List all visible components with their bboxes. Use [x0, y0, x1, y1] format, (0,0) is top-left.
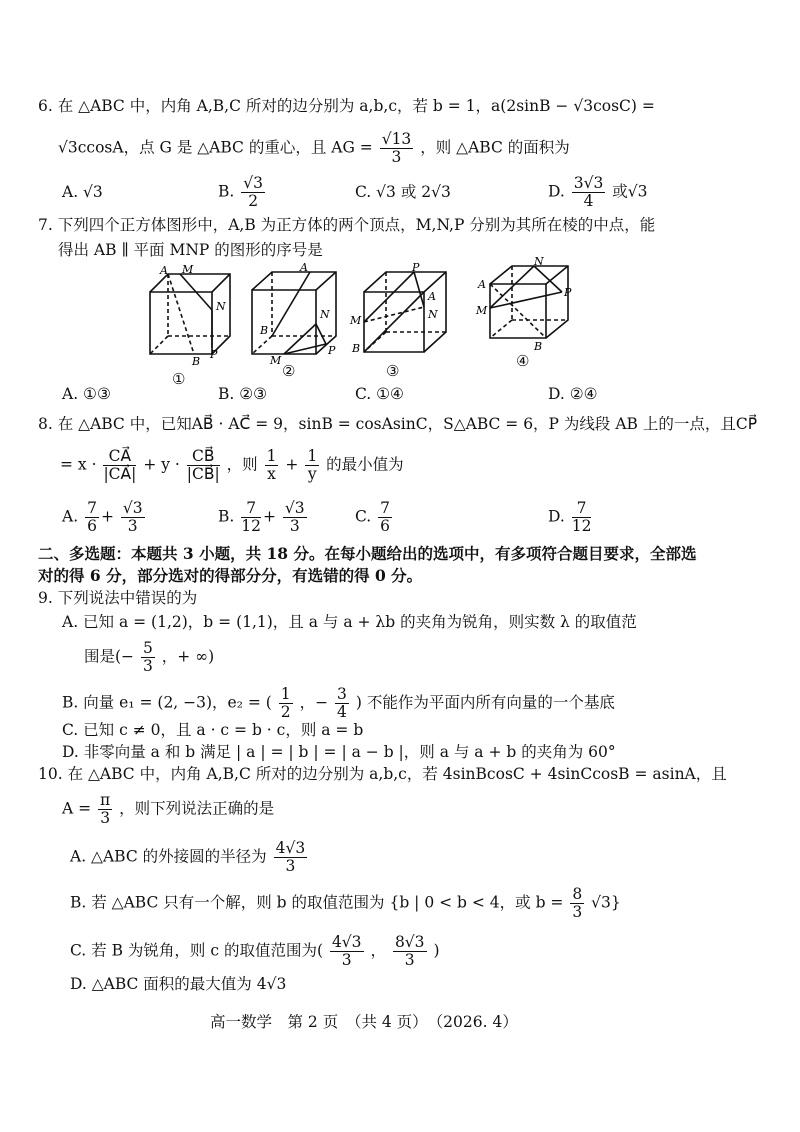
q10-option-c-post: )	[433, 941, 440, 960]
q8-option-c-d: 6	[380, 517, 391, 535]
q9-option-b-d1: 2	[280, 703, 291, 721]
q10-line2	[62, 792, 274, 827]
q9-option-b-n2: 3	[337, 685, 347, 703]
q6-option-d-den: 4	[583, 192, 594, 210]
fig3-label-m: M	[350, 314, 362, 327]
q10-option-c-d1: 3	[341, 951, 352, 969]
fig2-label-n: N	[320, 308, 330, 321]
q8-option-c	[355, 500, 394, 535]
q7-option-c: C. ①④	[355, 385, 404, 403]
q10-option-b	[70, 886, 621, 921]
q8-cb-num: CB⃗	[187, 448, 220, 466]
fig2-label-a: A	[300, 262, 308, 274]
q6-option-a: A. √3	[62, 183, 103, 201]
q9-stem: 9. 下列说法中错误的为	[38, 589, 198, 607]
q8-inv-x	[265, 448, 279, 483]
q7-option-a: A. ①③	[62, 385, 111, 403]
q8-option-b-d1: 12	[241, 517, 261, 535]
q8-tail: 的最小值为	[326, 455, 404, 474]
q8-line1: 8. 在 △ABC 中，已知AB⃗ · AC⃗ = 9，sinB = cosAsinC，S△ABC = 6，P 为线段 AB 上的一点，且CP⃗	[38, 415, 758, 433]
cube-figure-4	[472, 256, 582, 366]
q8-ca-fraction	[103, 448, 136, 483]
section2-line2: 对的得 6 分，部分选对的得部分分，有选错的得 0 分。	[38, 566, 423, 585]
q6-option-d-post: 或√3	[612, 182, 648, 201]
q10-option-c	[70, 934, 440, 969]
q8-option-a-frac1	[85, 500, 99, 535]
q6-option-d	[548, 175, 648, 210]
page-footer: 高一数学 第 2 页 （共 4 页） （2026. 4）	[210, 1013, 518, 1031]
q10-a-frac	[98, 792, 112, 827]
q6-ag-num: √13	[381, 130, 412, 148]
fig2-label-m: M	[270, 354, 282, 367]
fig3-label-n: N	[428, 308, 438, 321]
q9-option-b-post: ) 不能作为平面内所有向量的一个基底	[355, 693, 615, 712]
q8-option-b: B. $\frac{7}{12}$ + $\frac{√3}{3}$	[218, 499, 305, 535]
q8-cb-fraction	[187, 448, 220, 483]
q8-option-d-n: 7	[572, 500, 592, 518]
q9-option-b-frac2	[335, 686, 349, 721]
q10-option-c-mid: ，	[370, 941, 386, 960]
q10-option-d: D. △ABC 面积的最大值为 4√3	[70, 975, 287, 993]
q8-inv-x-num: 1	[266, 447, 277, 465]
q10-option-a-num: 4√3	[275, 839, 306, 857]
q8-line2	[60, 448, 404, 483]
q6-ag-den: 3	[391, 148, 402, 166]
q9-option-b-mid: ，−	[299, 693, 329, 712]
q9-option-c: C. 已知 c ≠ 0，且 a · c = b · c，则 a = b	[62, 721, 364, 739]
fig2-caption: ②	[282, 362, 296, 380]
q8-ca-num: CA⃗	[103, 448, 136, 466]
fig1-label-p: P	[210, 348, 218, 361]
q9-option-d: D. 非零向量 a 和 b 满足 | a | = | b | = | a − b |，则 a 与 a + b 的夹角为 60°	[62, 743, 616, 761]
q9-option-a-line1: A. 已知 a = (1,2)，b = (1,1)，且 a 与 a + λb 的夹角为锐角，则实数 λ 的取值范	[62, 613, 637, 631]
q10-line1: 10. 在 △ABC 中，内角 A,B,C 所对的边分别为 a,b,c，若 4sinBcosC + 4sinCcosB = asinA，且	[38, 765, 727, 783]
q9-option-b	[62, 686, 615, 721]
q7-line2: 得出 AB ∥ 平面 MNP 的图形的序号是	[58, 241, 323, 259]
fig1-label-n: N	[216, 300, 226, 313]
q10-option-c-frac1	[330, 934, 364, 969]
q7-option-d: D. ②④	[548, 385, 598, 403]
q6-option-d-fraction	[572, 175, 606, 210]
fig2-label-b: B	[260, 324, 269, 337]
q6-option-b-den: 2	[248, 192, 259, 210]
q8-inv-y	[305, 448, 319, 483]
q8-eq: = x ·	[60, 455, 97, 474]
q8-cb-den: |CB⃗|	[186, 465, 220, 483]
q7-line1: 7. 下列四个正方体图形中，A,B 为正方体的两个顶点，M,N,P 分别为其所在棱的中点，能	[38, 216, 656, 234]
q9-option-a-frac	[141, 640, 155, 675]
q7-option-b: B. ②③	[218, 385, 268, 403]
fig3-label-b: B	[352, 342, 361, 355]
q8-option-d-frac	[572, 500, 592, 535]
q8-option-b-n1: 7	[241, 500, 261, 518]
q9-option-a-den: 3	[142, 657, 153, 675]
q8-option-b-d2: 3	[289, 517, 300, 535]
q6-option-b	[218, 175, 267, 210]
q6-option-b-fraction	[241, 175, 265, 210]
q9-option-b-pre: B. 向量 e₁ = (2, −3)，e₂ = (	[62, 693, 272, 712]
q9-option-a-post: ，+ ∞)	[161, 647, 215, 666]
q9-option-a-line2	[84, 640, 214, 675]
q8-inv-y-num: 1	[307, 447, 318, 465]
q8-option-a-frac2	[121, 500, 145, 535]
q10-option-a-pre: A. △ABC 的外接圆的半径为	[70, 847, 267, 866]
q8-option-a-d1: 6	[87, 517, 97, 535]
q10-line2-pre: A =	[62, 799, 92, 818]
fig4-label-n: N	[534, 256, 544, 268]
q9-option-a-num: 5	[142, 639, 153, 657]
q10-option-b-pre: B. 若 △ABC 只有一个解，则 b 的取值范围为 {b | 0 < b < 4，或 b =	[70, 893, 564, 912]
q9-option-b-n1: 1	[280, 685, 291, 703]
fig3-caption: ③	[386, 362, 400, 380]
q8-option-c-frac	[378, 500, 392, 535]
fig4-label-b: B	[534, 340, 543, 353]
q6-option-b-label: B.	[218, 182, 235, 201]
fig3-label-a: A	[428, 290, 436, 303]
q10-option-c-frac2	[393, 934, 427, 969]
fig4-label-p: P	[564, 286, 572, 299]
q10-option-c-d2: 3	[404, 951, 415, 969]
q8-option-a: A. $\frac{7}{6}$ + $\frac{√3}{3}$	[62, 499, 143, 535]
cube-figure-2	[240, 262, 350, 372]
q8-inv-x-den: x	[267, 465, 276, 483]
q6-option-d-label: D.	[548, 182, 565, 201]
q8-option-c-n: 7	[380, 499, 391, 517]
cube-figure-3	[348, 262, 458, 372]
q8-option-d	[548, 500, 593, 535]
q10-option-a	[70, 840, 309, 875]
q10-option-a-den: 3	[285, 857, 296, 875]
q6-line1: 6. 在 △ABC 中，内角 A,B,C 所对的边分别为 a,b,c，若 b = 1，a(2sinB − √3cosC) =	[38, 97, 655, 115]
q8-option-a-label: A.	[62, 507, 79, 526]
q6-option-c: C. √3 或 2√3	[355, 183, 451, 201]
q10-option-b-frac	[570, 886, 584, 921]
q6-line2	[58, 131, 570, 166]
q10-option-b-den: 3	[572, 903, 583, 921]
q10-option-a-frac	[274, 840, 308, 875]
q6-ag-fraction	[380, 131, 414, 166]
q6-line2-pre: √3ccosA，点 G 是 △ABC 的重心，且 AG =	[58, 138, 373, 157]
q8-option-b-frac1	[241, 500, 261, 535]
section2-line1: 二、多选题：本题共 3 小题，共 18 分。在每小题给出的选项中，有多项符合题目要求，全部选	[38, 544, 697, 563]
fig4-label-m: M	[476, 304, 488, 317]
q8-plus: +	[285, 455, 299, 474]
q10-option-c-n1: 4√3	[331, 933, 362, 951]
q9-option-a-pre: 围是(−	[84, 647, 135, 666]
fig1-label-a: A	[160, 264, 168, 277]
q8-option-d-label: D.	[548, 507, 565, 526]
q8-ca-den: |CA⃗|	[103, 465, 137, 483]
fig4-caption: ④	[516, 352, 530, 370]
q6-line2-post: ，则 △ABC 的面积为	[420, 138, 570, 157]
q10-a-den: 3	[100, 809, 111, 827]
fig1-caption: ①	[172, 370, 186, 388]
q10-option-c-pre: C. 若 B 为锐角，则 c 的取值范围为(	[70, 941, 323, 960]
q10-line2-post: ，则下列说法正确的是	[119, 799, 275, 818]
q10-option-b-post: √3}	[591, 893, 621, 912]
q8-option-d-d: 12	[571, 517, 592, 535]
q8-option-b-label: B.	[218, 507, 235, 526]
q8-plus-y: + y ·	[143, 455, 180, 474]
q9-option-b-d2: 4	[337, 703, 347, 721]
q8-option-a-n1: 7	[87, 499, 97, 517]
q8-option-b-frac2	[283, 500, 307, 535]
q6-option-d-num: 3√3	[573, 174, 604, 192]
q8-inv-y-den: y	[307, 465, 317, 483]
q8-option-b-n2: √3	[284, 499, 305, 517]
cube-figure-1	[130, 262, 240, 372]
q8-option-c-label: C.	[355, 507, 372, 526]
fig1-label-b: B	[192, 355, 201, 368]
q10-a-num: π	[100, 791, 111, 809]
q10-option-c-n2: 8√3	[394, 933, 425, 951]
q6-option-b-num: √3	[243, 174, 264, 192]
fig4-label-a: A	[478, 278, 486, 291]
q9-option-b-frac1	[279, 686, 293, 721]
q8-option-a-n2: √3	[122, 499, 143, 517]
q10-option-b-num: 8	[572, 885, 583, 903]
fig3-label-p: P	[412, 262, 420, 274]
q8-option-a-d2: 3	[127, 517, 138, 535]
fig1-label-m: M	[182, 263, 194, 276]
q8-then: ，则	[226, 455, 258, 474]
fig2-label-p: P	[328, 344, 336, 357]
